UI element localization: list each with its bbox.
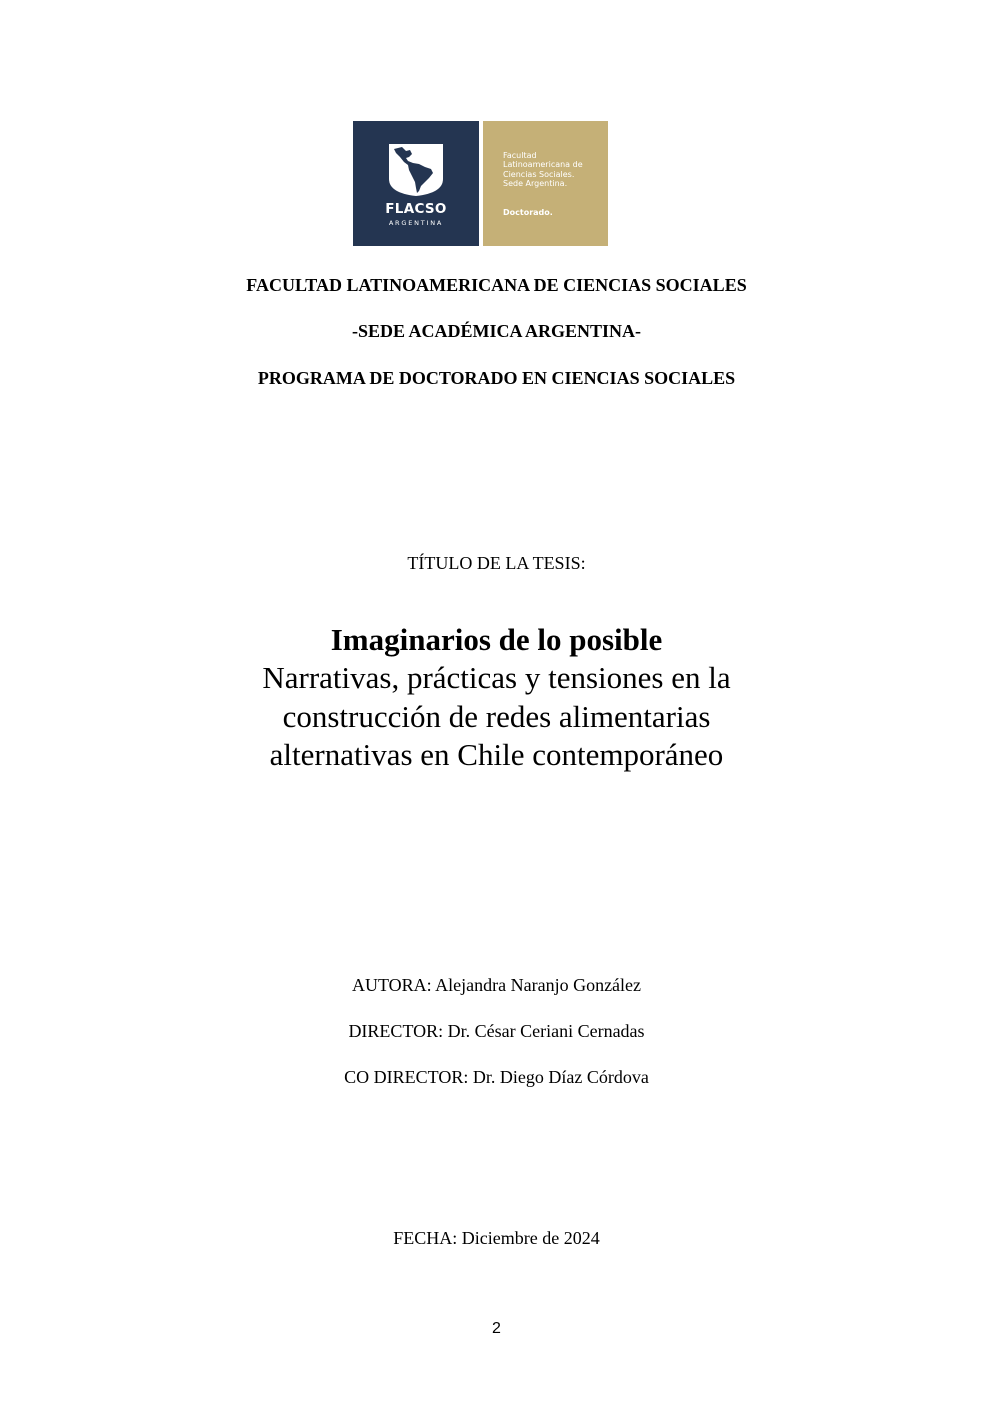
- thesis-title: Imaginarios de lo posible: [330, 622, 663, 657]
- program-heading: PROGRAMA DE DOCTORADO EN CIENCIAS SOCIALES: [257, 368, 736, 388]
- author-line: AUTORA: Alejandra Naranjo González: [351, 975, 642, 995]
- logo-program-text: Doctorado.: [503, 208, 553, 217]
- logo-country-text: ARGENTINA: [388, 219, 444, 227]
- thesis-subtitle-line: alternativas en Chile contemporáneo: [269, 737, 724, 772]
- seat-heading: -SEDE ACADÉMICA ARGENTINA-: [351, 321, 642, 341]
- latin-america-map-shield-icon: [386, 141, 446, 197]
- thesis-title-label: TÍTULO DE LA TESIS:: [407, 553, 586, 573]
- date-line: FECHA: Diciembre de 2024: [393, 1228, 600, 1248]
- thesis-subtitle-line: Narrativas, prácticas y tensiones en la: [262, 660, 731, 695]
- logo-description-line: Sede Argentina.: [503, 179, 568, 189]
- logo-description-line: Latinoamericana de: [503, 160, 583, 170]
- logo-description-line: Ciencias Sociales.: [503, 169, 575, 179]
- logo-description: [503, 151, 603, 189]
- thesis-subtitle: [0, 659, 993, 775]
- logo-brand-text: FLACSO: [385, 201, 447, 217]
- thesis-subtitle-line: construcción de redes alimentarias: [282, 698, 711, 734]
- co-director-line: CO DIRECTOR: Dr. Diego Díaz Córdova: [344, 1067, 649, 1087]
- logo-description-line: Facultad: [503, 151, 537, 160]
- page-number: 2: [492, 1320, 501, 1337]
- logo-gold-panel: [483, 121, 608, 246]
- institution-heading: FACULTAD LATINOAMERICANA DE CIENCIAS SOCIALES: [246, 275, 747, 295]
- director-line: DIRECTOR: Dr. César Ceriani Cernadas: [348, 1021, 645, 1041]
- flacso-logo: [353, 121, 608, 246]
- logo-navy-panel: [353, 121, 479, 246]
